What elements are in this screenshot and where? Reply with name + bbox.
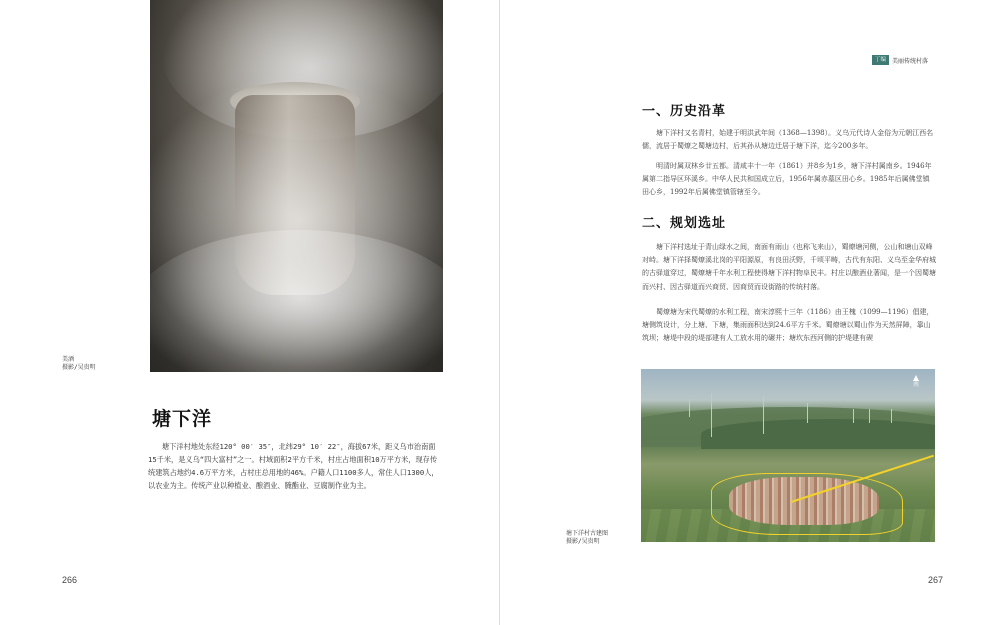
- annotation-pin: [891, 409, 892, 423]
- article-body: 塘下洋村地处东经120° 00′ 35″，北纬29° 10′ 22″，海拔67米，距义乌市治南面15千米，是义乌“四大富村”之一。村域面积2平方千米，村庄占地面积10万平方米，现存传统建筑占地约4.6万平方米，占村庄总用地的46%。户籍人口1100多人，常住人口1300人，以农业为主。传统产业以种植业、酿酒业、腌酯业、豆腐制作业为主。: [148, 442, 439, 490]
- section-title-history: 一、历史沿革: [642, 104, 727, 119]
- history-paragraph: 塘下洋村又名青村，始建于明洪武年间（1368—1398）。义乌元代诗人金俗为元朝江西名儒，流居于蜀燎之蜀塘边村，后其孙从塘边迁居于塘下洋，迄今200多年。: [642, 129, 934, 151]
- photo-caption: [62, 356, 96, 372]
- caption-title: 美酒: [62, 356, 75, 363]
- village-boundary: [711, 473, 903, 535]
- annotation-pin: [763, 396, 764, 434]
- annotation-pin: [869, 409, 870, 423]
- running-head-text: 美丽传统村落: [892, 57, 929, 65]
- history-paragraph: 明清时属双林乡廿五都。清咸丰十一年（1861）并8乡为1乡，塘下洋村属南乡。1946年属第二指导区环溪乡。中华人民共和国成立后，1956年属赤墓区田心乡。1985年后属佛堂镇田心乡，1992年后属佛堂镇管辖至今。: [642, 162, 932, 197]
- map-caption-credit: 摄影/吴贵明: [566, 538, 600, 545]
- planning-paragraph: 蜀燎塘为宋代蜀燎的水利工程，南宋淳熙十三年（1186）由王槐（1099—1196）倡建，塘侧筑设计，分上塘、下塘，集雨面积达到24.6平方千米。蜀燎塘以蜀山作为天然屏障，靠山筑坝；塘堤中段的堤部建有人工放水用的碾井；塘坎东西河侧的护堤建有碶: [642, 308, 934, 343]
- planning-paragraph: 塘下洋村选址于青山绿水之间，南面有雨山（也称飞来山），蜀燎塘河侧，公山和塘山双峰对峙。塘下洋择蜀燎溪北岗的平阳源原，有良田沃野，千顷平畴，古代有东阳、义乌至金华府城的古驿道穿过，蜀燎塘千年水利工程使得塘下洋村物阜民丰。村庄以酿酒业著闻，是一个因蜀塘而兴村、因古驿道而兴商贸、因商贸而设街路的传统村落。: [642, 243, 936, 291]
- map-caption: [566, 530, 608, 546]
- page-number: 267: [928, 575, 944, 585]
- caption-credit: 摄影/吴贵明: [62, 364, 96, 371]
- aerial-village-photo: [641, 369, 935, 542]
- compass: [913, 375, 919, 388]
- annotation-pin: [807, 403, 808, 423]
- distillery-steam-photo: [150, 0, 443, 372]
- running-head-tag: 丁编: [872, 55, 889, 65]
- annotation-pin: [689, 399, 690, 417]
- running-head: [872, 55, 928, 65]
- article-title: 塘下洋: [152, 408, 213, 430]
- annotation-pin: [853, 409, 854, 423]
- annotation-pin: [711, 393, 712, 437]
- section-title-planning: 二、规划选址: [642, 216, 727, 231]
- page-number: 266: [62, 575, 78, 585]
- compass-label: 南: [913, 381, 920, 388]
- map-caption-title: 塘下洋村古建图: [566, 530, 609, 537]
